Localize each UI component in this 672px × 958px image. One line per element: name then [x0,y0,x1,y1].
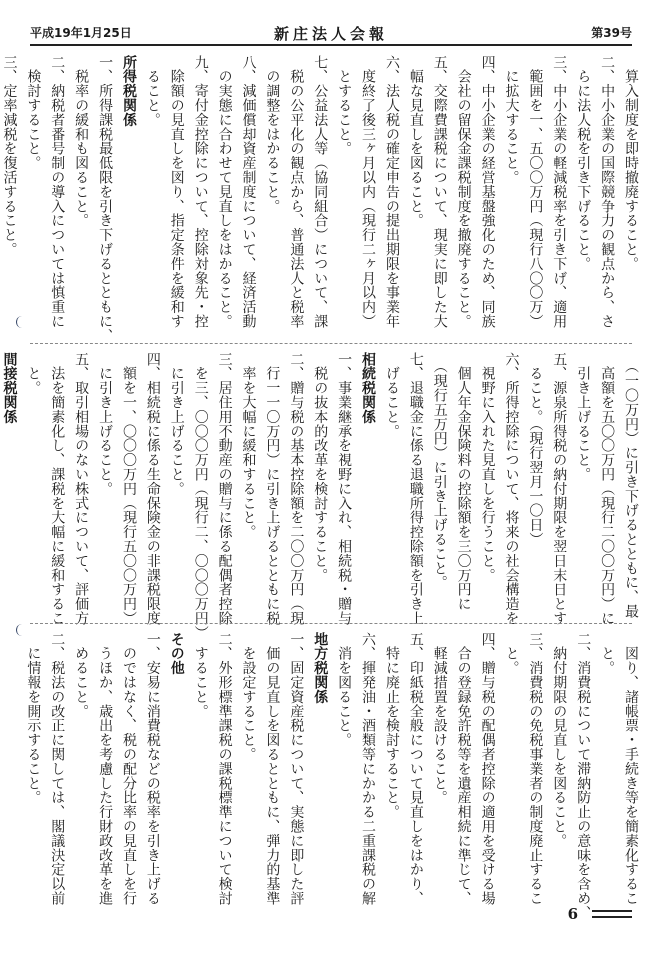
text-line: うほか、歳出を考慮した行財政改革を進 [97,632,114,906]
text-line: 二、税法の改正に関しては、閣議決定以前 [49,632,66,906]
section-heading: 所得税関係 [120,55,137,127]
text-line: 価の見直しを図るとともに、弾力的基準 [264,632,281,906]
text-line: 除額の見直しを図り、指定条件を緩和す [168,55,185,329]
text-line: 法を簡素化し、課税を大幅に緩和するこ [49,352,66,626]
text-line: と。 [25,352,42,396]
text-line: 七、退職金に係る退職所得控除額を引き上 [407,352,424,626]
page-number: 6 [567,905,578,923]
text-line: 納付期限の見直しを図ること。 [551,632,568,848]
text-line: 一、所得課税最低限を引き下げるとともに、 [97,55,114,343]
text-line: と。 [599,632,616,676]
text-line: 二、消費税について滞納防止の意味を含め、 [575,632,592,920]
binding-mark [16,316,29,328]
text-line: 三、消費税の免税事業者の制度廃止するこ [527,632,544,906]
page-footer [30,903,632,927]
text-line: の実態に合わせて見直しをはかること。 [216,55,233,329]
text-line: 度終了後三ヶ月以内（現行二ヶ月以内） [360,55,377,329]
text-line: 一、事業継承を視野に入れ、相続税・贈与 [336,352,353,626]
footer-rule [592,916,632,918]
issue-date: 平成19年1月25日 [30,26,132,40]
text-line: ること。（現行翌月一〇日） [527,352,544,547]
text-line: のではなく、税の配分比率の見直しを行 [120,632,137,906]
section-heading: 相続税関係 [360,352,377,424]
text-line: すること。 [192,632,209,719]
text-line: 四、中小企業の経営基盤強化のため、同族 [479,55,496,329]
text-line: と。 [503,632,520,676]
tier-divider [30,623,632,624]
text-line: 合の登録免許税等を遺産相続に準じて、 [455,632,472,906]
text-line: 二、贈与税の基本控除額を二〇〇万円（現 [288,352,305,626]
text-line: 一、固定資産税について、実態に即した評 [288,632,305,906]
text-line: 六、法人税の確定申告の提出期限を事業年 [383,55,400,329]
text-line: 引き上げること。 [575,352,592,482]
text-line: 特に廃止を検討すること。 [383,632,400,820]
text-line: 幅な見直しを図ること。 [407,55,424,228]
text-line: を設定すること。 [240,632,257,762]
text-line: に引き上げること。 [168,352,185,496]
text-line: を三、〇〇〇万円（現行二、〇〇〇万円） [192,352,209,640]
text-line: 四、相続税に係る生命保険金の非課税限度 [144,352,161,626]
page-header [30,24,632,42]
text-line: 税の公平化の観点から、普通法人と税率 [288,55,305,329]
text-line: ること。 [144,55,161,127]
text-tier-1 [1,55,642,343]
header-rule [30,44,632,46]
text-tier-3 [25,632,642,920]
text-line: 軽減措置を設けること。 [431,632,448,805]
text-line: 五、取引相場のない株式について、評価方 [73,352,90,626]
text-line: 二、外形標準課税の課税標準について検討 [216,632,233,906]
binding-mark [16,624,29,636]
text-line: 額を一、〇〇〇万円（現行五〇〇万円） [120,352,137,626]
text-line: 五、交際費課税について、現実に即した大 [431,55,448,329]
text-line: 六、所得控除について、将来の社会構造を [503,352,520,626]
text-line: 一、安易に消費税などの税率を引き上げる [144,632,161,906]
issue-number: 第39号 [591,26,632,40]
text-line: 六、揮発油・酒類等にかかる二重課税の解 [360,632,377,906]
text-line: とすること。 [336,55,353,156]
text-line: 七、公益法人等（協同組合）について、課 [312,55,329,329]
text-line: めること。 [73,632,90,719]
text-line: 三、居住用不動産の贈与に係る配偶者控除 [216,352,233,626]
text-line: 率を大幅に緩和すること。 [240,352,257,540]
text-line: の調整をはかること。 [264,55,281,214]
text-line: 範囲を一、五〇〇万円（現行八〇〇万） [527,55,544,329]
text-line: 会社の留保金課税制度を撤廃すること。 [455,55,472,329]
tier-divider [30,343,632,344]
section-heading: その他 [168,632,185,676]
text-line: 高額を五〇〇万円（現行二〇〇万円）に [599,352,616,626]
section-heading: 間接税関係 [1,352,18,424]
text-line: 税の抜本的改革を検討すること。 [312,352,329,583]
text-line: 三、中小企業の軽減税率を引き下げ、適用 [551,55,568,329]
text-tier-2 [1,352,642,640]
text-line: （一〇万円）に引き下げるとともに、最 [623,352,639,619]
text-line: 二、納税者番号制の導入については慎重に [49,55,66,329]
text-line: 八、減価償却資産制度について、経済活動 [240,55,257,329]
text-line: に拡大すること。 [503,55,520,185]
text-line: 消を図ること。 [336,632,353,748]
text-line: 二、中小企業の国際競争力の観点から、さ [599,55,616,329]
text-line: 五、源泉所得税の納付期限を翌日末日とす [551,352,568,626]
text-line: 四、贈与税の配偶者控除の適用を受ける場 [479,632,496,906]
section-heading: 地方税関係 [312,632,329,704]
footer-rule [592,910,632,912]
text-line: に引き上げること。 [97,352,114,496]
text-line: 三、定率減税を復活すること。 [1,55,18,257]
text-line: 五、印紙税全般について見直しをはかり、 [407,632,424,906]
newsletter-title: 新庄法人会報 [273,25,388,43]
text-line: 視野に入れた見直しを行うこと。 [479,352,496,583]
text-line: 検討すること。 [25,55,42,171]
text-line: （現行五万円）に引き上げること。 [431,352,448,590]
text-line: 図り、諸帳票・手続き等を簡素化するこ [623,632,639,906]
text-line: 九、寄付金控除について、控除対象先・控 [192,55,209,329]
text-line: らに法人税を引き下げること。 [575,55,592,271]
text-line: げること。 [383,352,400,439]
text-line: に情報を開示すること。 [25,632,42,805]
text-line: 税率の緩和も図ること。 [73,55,90,228]
text-line: 個人年金保険料の控除額を三〇万円に [455,352,472,612]
text-line: 算入制度を即時撤廃すること。 [623,55,639,271]
text-line: 行一一〇万円）に引き上げるとともに税 [264,352,281,626]
